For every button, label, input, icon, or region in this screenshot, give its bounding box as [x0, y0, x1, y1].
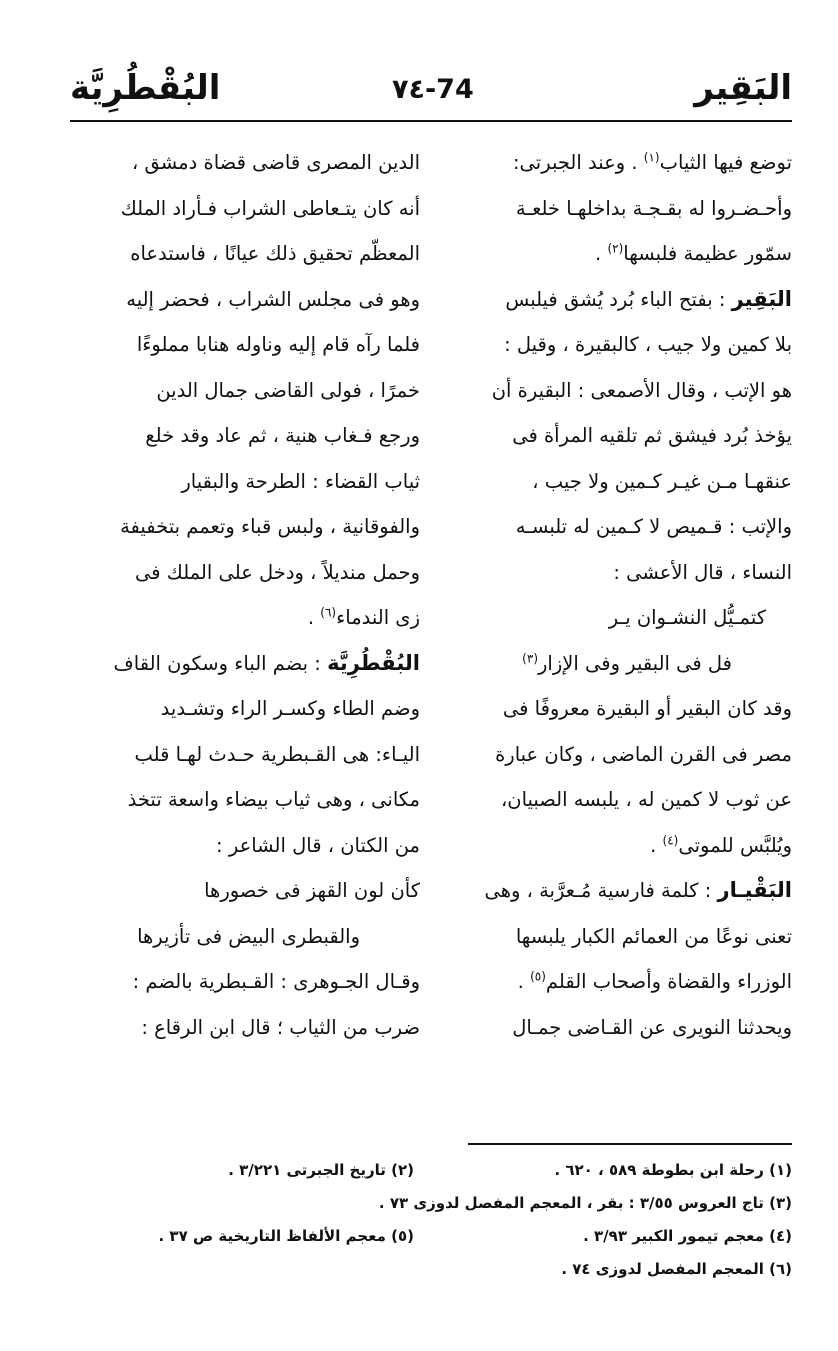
- text-line: [442, 322, 792, 368]
- line-text: فلما رآه قام إليه وناوله هنابا مملوءًا: [136, 333, 420, 356]
- text-line: [442, 231, 792, 277]
- text-line: [442, 140, 792, 186]
- line-text-after: .: [595, 242, 608, 265]
- footnote-row: [70, 1187, 792, 1220]
- text-line: [70, 641, 420, 687]
- text-line: [70, 550, 420, 596]
- text-line: [442, 686, 792, 732]
- line-text: وأحـضـروا له بقـجـة بداخلهـا خلعـة: [515, 196, 792, 220]
- line-text: الوزراء والقضاة وأصحاب القلم: [545, 970, 792, 993]
- line-text-after: .: [517, 970, 531, 993]
- entry-headword: البَقْيـار: [717, 878, 792, 902]
- text-line: [442, 732, 792, 778]
- line-text: والإتب : قـميص لا كـمين له تلبسـه: [515, 515, 792, 538]
- footnote-text: (٥) معجم الألفاظ التاريخية ص ٣٧ .: [158, 1227, 414, 1245]
- text-line: [70, 732, 420, 778]
- line-text: وقـال الجـوهرى : القـبطرية بالضم :: [132, 970, 420, 993]
- text-line: [70, 595, 420, 641]
- footnote-row: [70, 1154, 792, 1187]
- footnote-text: (٢) تاريخ الجبرتى ٣/٢٢١ .: [228, 1161, 414, 1179]
- text-line: [442, 595, 792, 641]
- line-text: ويُلبَّس للموتى: [678, 833, 792, 857]
- text-line: [442, 777, 792, 823]
- line-text: زى الندماء: [336, 606, 420, 629]
- text-line: [70, 959, 420, 1005]
- text-line: [70, 686, 420, 732]
- line-text: ورجع فـغاب هنية ، ثم عاد وقد خلع: [145, 424, 420, 447]
- line-text: تعنى نوعًا من العمائم الكبار يلبسها: [515, 924, 792, 948]
- text-line: [70, 186, 420, 232]
- footnote-marker: (٤): [662, 833, 679, 847]
- running-head-right: البَقِير: [694, 68, 792, 108]
- page-number: ٧٤-74: [392, 74, 474, 105]
- line-text: المعظّم تحقيق ذلك عيانًا ، فاستدعاه: [130, 242, 420, 265]
- text-line: [70, 231, 420, 277]
- text-line: [70, 368, 420, 414]
- line-text: وضم الطاء وكسـر الراء وتشـديد: [160, 697, 420, 720]
- text-line: [70, 413, 420, 459]
- footnote-row: [70, 1220, 792, 1253]
- footnote-text: (١) رحلة ابن بطوطة ٥٨٩ ، ٦٢٠ .: [554, 1161, 792, 1179]
- text-line: [442, 186, 792, 232]
- footnote-marker: (١): [643, 150, 660, 165]
- footnotes: [70, 1154, 792, 1286]
- line-text: توضع فيها الثياب: [659, 151, 792, 174]
- line-text: ثياب القضاء : الطرحة والبقيار: [181, 469, 420, 493]
- line-text: بلا كمين ولا جيب ، كالبقيرة ، وقيل :: [504, 333, 792, 356]
- text-line: [442, 1005, 792, 1051]
- entry-headword: البَقِير: [731, 286, 792, 311]
- entry-headword: البُقْطُرِيَّة: [327, 650, 420, 675]
- line-text: هو الإتب ، وقال الأصمعى : البقيرة أن: [491, 378, 792, 402]
- footnote-text: (٣) تاج العروس ٣/٥٥ : بقر ، المعجم المفصل لدوزى ٧٣ .: [378, 1194, 792, 1212]
- line-text: وقد كان البقير أو البقيرة معروفًا فى: [502, 697, 792, 720]
- line-text: وهو فى مجلس الشراب ، فحضر إليه: [126, 287, 420, 311]
- left-text-column: [70, 140, 420, 1050]
- text-line: [70, 459, 420, 505]
- text-line: [70, 277, 420, 323]
- line-text: والفوقانية ، ولبس قباء وتعمم بتخفيفة: [120, 515, 420, 538]
- line-text: : بفتح الباء بُرد يُشق فيلبس: [505, 287, 732, 311]
- line-text: مكانى ، وهى ثياب بيضاء واسعة تتخذ: [127, 788, 420, 811]
- text-line: [70, 140, 420, 186]
- line-text: أنه كان يتـعاطى الشراب فـأراد الملك: [120, 196, 420, 220]
- line-text: من الكتان ، قال الشاعر :: [216, 833, 420, 857]
- text-line: [70, 823, 420, 869]
- text-line: [70, 777, 420, 823]
- text-line: [442, 459, 792, 505]
- footnote-marker: (٦): [320, 605, 337, 620]
- line-text: ويحدثنا النويرى عن القـاضى جمـال: [512, 1015, 792, 1039]
- footnote-marker: (٢): [607, 241, 624, 256]
- line-text: الدين المصرى قاضى قضاة دمشق ،: [132, 151, 420, 174]
- text-line: [70, 1005, 420, 1051]
- line-text: خمرًا ، فولى القاضى جمال الدين: [156, 378, 420, 402]
- text-line: [70, 322, 420, 368]
- line-text: سمّور عظيمة فلبسها: [623, 242, 792, 265]
- footnote-text: (٤) معجم تيمور الكبير ٣/٩٣ .: [583, 1227, 792, 1245]
- line-text: : كلمة فارسية مُـعرَّبة ، وهى: [484, 879, 718, 902]
- text-line: [442, 368, 792, 414]
- footnote-marker: (٣): [522, 651, 538, 665]
- line-text: والقبطرى البيض فى تأزيرها: [137, 924, 360, 948]
- line-text: مصر فى القرن الماضى ، وكان عبارة: [495, 742, 792, 766]
- line-text-after: .: [307, 606, 321, 629]
- footnote-rule: [468, 1143, 792, 1145]
- text-line: [442, 914, 792, 960]
- text-line: [442, 277, 792, 323]
- text-line: [442, 823, 792, 869]
- text-line: [442, 959, 792, 1005]
- footnote-marker: (٥): [530, 969, 546, 984]
- header-rule: [70, 120, 792, 122]
- line-text: وحمل منديلاً ، ودخل على الملك فى: [135, 560, 420, 584]
- line-text: عنقهـا مـن غيـر كـمين ولا جيب ،: [532, 469, 792, 493]
- line-text: ضرب من الثياب ؛ قال ابن الرقاع :: [141, 1015, 420, 1039]
- line-text: فل فى البقير وفى الإزار: [538, 651, 732, 675]
- text-line: [442, 868, 792, 914]
- line-text-after: .: [650, 833, 663, 857]
- text-line: [70, 914, 420, 960]
- text-line: [442, 504, 792, 550]
- line-text: كأن لون القهز فى خصورها: [204, 879, 420, 902]
- line-text: النساء ، قال الأعشى :: [613, 560, 792, 584]
- line-text: عن ثوب لا كمين له ، يلبسه الصبيان،: [500, 788, 792, 811]
- text-line: [70, 504, 420, 550]
- text-line: [442, 550, 792, 596]
- line-text: : بضم الباء وسكون القاف: [113, 651, 328, 675]
- running-head-left: البُقْطُرِيَّة: [70, 68, 221, 108]
- text-line: [70, 868, 420, 914]
- right-text-column: [442, 140, 792, 1050]
- page-header: [70, 66, 792, 112]
- line-text: اليـاء: هى القـبطرية حـدث لهـا قلب: [134, 742, 420, 766]
- text-line: [442, 641, 792, 687]
- footnote-row: [70, 1253, 792, 1286]
- line-text-after: . وعند الجبرتى:: [512, 151, 644, 174]
- line-text: يؤخذ بُرد فيشق ثم تلقيه المرأة فى: [512, 424, 792, 447]
- line-text: كتمـيُّل النشـوان يـر: [608, 606, 766, 629]
- footnote-text: (٦) المعجم المفصل لدوزى ٧٤ .: [561, 1260, 792, 1278]
- text-line: [442, 413, 792, 459]
